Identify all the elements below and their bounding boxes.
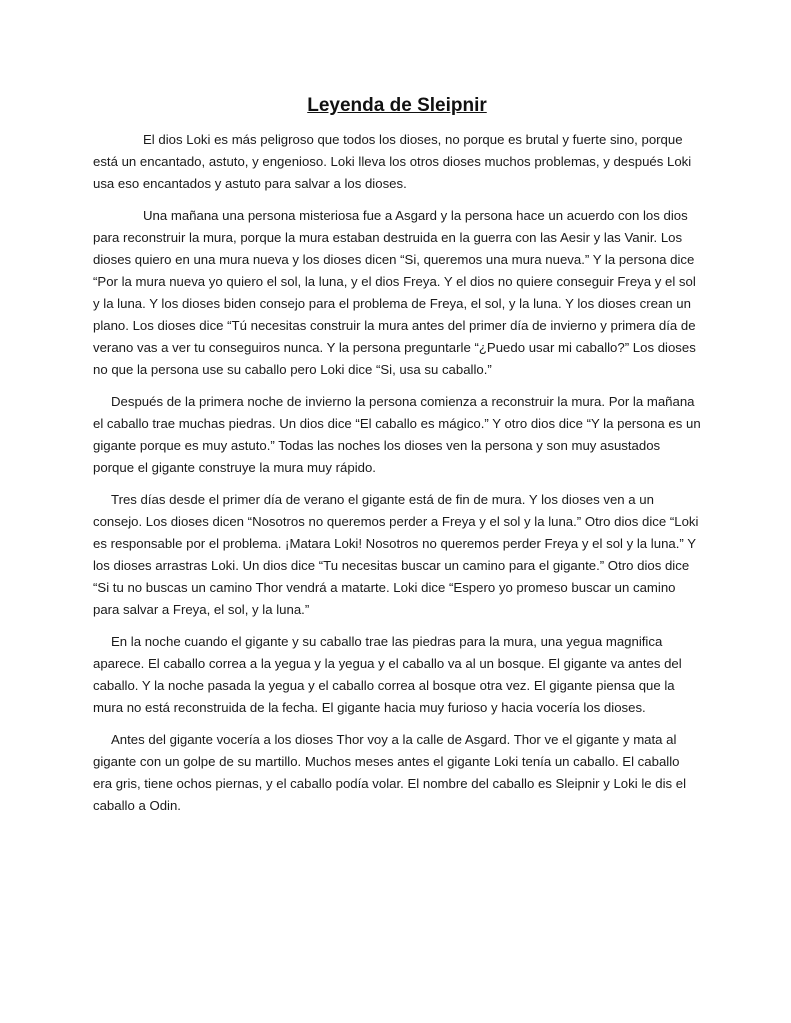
paragraph-4: Tres días desde el primer día de verano el gigante está de fin de mura. Y los dioses ven a un consejo. Los dioses dicen “Nosotros no queremos perder a Freya y el sol y la luna.” Otro dios dice “Loki es responsable por el problema. ¡Matara Loki! Nosotros no queremos perder Freya y el sol y la luna.” Y los dioses arrastras Loki. Un dios dice “Tu necesitas buscar un camino para el gigante.” Otro dios dice “Si tu no buscas un camino Thor vendrá a matarte. Loki dice “Espero yo promeso buscar un camino para salvar a Freya, el sol, y la luna.” [93,492,699,617]
paragraph-1: El dios Loki es más peligroso que todos los dioses, no porque es brutal y fuerte sino, porque está un encantado, astuto, y engenioso. Loki lleva los otros dioses muchos problemas, y después Loki usa eso encantados y astuto para salvar a los dioses. [93,132,692,191]
document-page [93,93,701,827]
document-title: Leyenda de Sleipnir [307,95,487,116]
paragraph-3: Después de la primera noche de invierno la persona comienza a reconstruir la mura. Por la mañana el caballo trae muchas piedras. Un dios dice “El caballo es mágico.” Y otro dios dice “Y la persona es un gigante porque es muy astuto.” Todas las noches los dioses ven la persona y son muy asustados porque el gigante construye la mura muy rápido. [93,394,701,475]
paragraph-2: Una mañana una persona misteriosa fue a Asgard y la persona hace un acuerdo con los dios para reconstruir la mura, porque la mura estaban destruida en la guerra con las Aesir y las Vanir. Los dioses quiero en una mura nueva y los dioses dicen “Si, queremos una mura nueva.” Y la persona dice “Por la mura nueva yo quiero el sol, la luna, y el dios Freya. Y el dios no quiere conseguir Freya y el sol y la luna. Y los dioses biden consejo para el problema de Freya, el sol, y la luna. Y los dioses crean un plano. Los dioses dice “Tú necesitas construir la mura antes del primer día de invierno y primera día de verano vas a ver tu conseguiros nunca. Y la persona preguntarle “¿Puedo usar mi caballo?” Los dioses no que la persona use su caballo pero Loki dice “Si, usa su caballo.” [93,208,696,377]
paragraph-6: Antes del gigante vocería a los dioses Thor voy a la calle de Asgard. Thor ve el gigante y mata al gigante con un golpe de su martillo. Muchos meses antes el gigante Loki tenía un caballo. El caballo era gris, tiene ochos piernas, y el caballo podía volar. El nombre del caballo es Sleipnir y Loki le dis el caballo a Odin. [93,732,687,813]
paragraph-5: En la noche cuando el gigante y su caballo trae las piedras para la mura, una yegua magnifica aparece. El caballo correa a la yegua y la yegua y el caballo va al un bosque. El gigante va antes del caballo. Y la noche pasada la yegua y el caballo correa al bosque otra vez. El gigante piensa que la mura no está reconstruida de la fecha. El gigante hacia muy furioso y hacia vocería los dioses. [93,634,682,715]
